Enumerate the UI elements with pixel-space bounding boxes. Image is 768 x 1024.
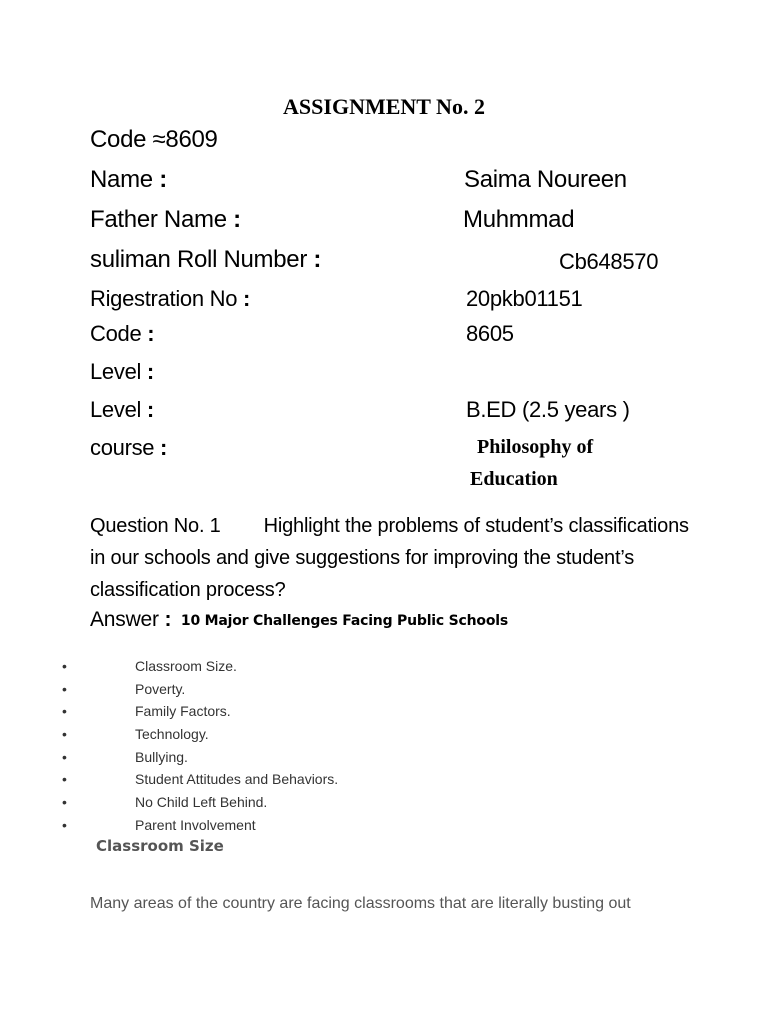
roll-number-label: suliman Roll Number : [90, 246, 322, 273]
roll-number-value: Cb648570 [559, 249, 659, 274]
name-value: Saima Noureen [464, 166, 627, 193]
level-value-2: B.ED (2.5 years ) [466, 397, 630, 422]
section-heading: Classroom Size [96, 837, 224, 855]
level-label-1: Level : [90, 359, 154, 384]
answer-label: Answer [90, 608, 159, 631]
registration-value: 20pkb01151 [466, 286, 583, 311]
level-label-2: Level : [90, 397, 154, 422]
course-label: course : [90, 435, 168, 460]
assignment-title: ASSIGNMENT No. 2 [283, 94, 485, 119]
registration-label: Rigestration No : [90, 286, 250, 311]
code-value: 8605 [466, 321, 514, 346]
course-value-line1: Philosophy of [477, 436, 594, 458]
name-label: Name : [90, 166, 167, 193]
paragraph-text: Many areas of the country are facing classrooms that are literally busting out [90, 895, 631, 912]
father-name-value: Muhmmad [463, 206, 575, 233]
answer-heading: 10 Major Challenges Facing Public Schools [180, 613, 508, 629]
question-number: Question No. 1 [90, 515, 221, 537]
code-line: Code ≈8609 [90, 126, 218, 153]
question-text: Highlight the problems of student’s classifications in our schools and give suggestions for improving the student’s classification process? [90, 515, 689, 601]
answer-line: Answer : 10 Major Challenges Facing Public Schools [90, 608, 508, 631]
question-block [90, 510, 690, 606]
father-name-label: Father Name : [90, 206, 241, 233]
code-label: Code : [90, 321, 155, 346]
course-value-line2: Education [470, 468, 558, 490]
